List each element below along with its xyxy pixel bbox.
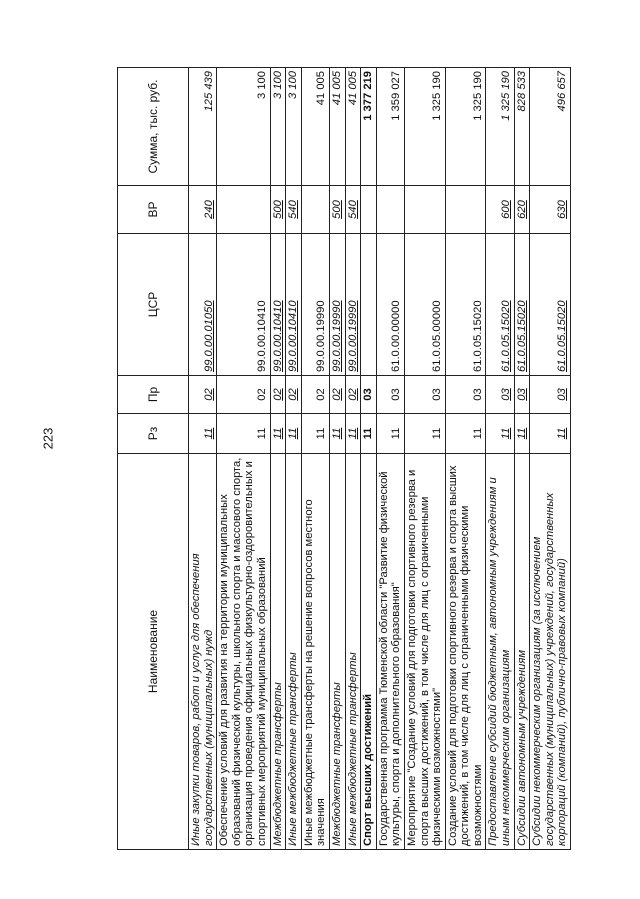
table-row [286,68,302,850]
cell-name: Мероприятие "Создание условий для подготовки спортивного резерва и спорта высших достижений, в том числе для лиц с ограниченными физическими возможностями" [404,454,445,850]
table-row [530,68,571,850]
cell-sum: 1 325 190 [404,68,445,186]
cell-vr [301,186,329,234]
cell-vr: 500 [270,186,286,234]
cell-name: Предоставление субсидий бюджетным, автономным учреждениям и иным некоммерческим организациям [486,454,514,850]
cell-rz: 11 [486,414,514,454]
table-row [189,68,217,850]
cell-vr [376,186,404,234]
cell-sum: 1 325 190 [445,68,486,186]
table-row [329,68,345,850]
cell-sum: 828 533 [514,68,530,186]
cell-pr: 02 [270,376,286,414]
table-row [486,68,514,850]
cell-vr [217,186,270,234]
table-row [376,68,404,850]
cell-pr: 03 [530,376,571,414]
cell-sum: 125 439 [189,68,217,186]
cell-name: Межбюджетные трансферты [270,454,286,850]
cell-csr: 99.0.00.10410 [217,234,270,376]
cell-sum: 41 005 [329,68,345,186]
cell-sum: 3 100 [286,68,302,186]
cell-pr: 02 [189,376,217,414]
cell-rz: 11 [404,414,445,454]
table-row [217,68,270,850]
cell-csr: 99.0.00.10410 [286,234,302,376]
cell-vr: 630 [530,186,571,234]
cell-vr: 240 [189,186,217,234]
cell-sum: 1 377 219 [361,68,377,186]
header-sum: Сумма, тыс. руб. [118,68,189,186]
cell-name: Иные межбюджетные трансферты [286,454,302,850]
cell-csr: 99.0.00.19990 [301,234,329,376]
cell-name: Иные межбюджетные трансферты [345,454,361,850]
cell-pr: 02 [345,376,361,414]
cell-rz: 11 [217,414,270,454]
header-vr: ВР [118,186,189,234]
cell-sum: 41 005 [345,68,361,186]
cell-rz: 11 [301,414,329,454]
cell-csr: 99.0.00.19990 [329,234,345,376]
cell-pr: 03 [445,376,486,414]
table-row [301,68,329,850]
cell-sum: 496 657 [530,68,571,186]
cell-pr: 02 [217,376,270,414]
table-row [445,68,486,850]
cell-pr: 03 [376,376,404,414]
cell-csr: 61.0.05.15020 [514,234,530,376]
cell-pr: 02 [301,376,329,414]
cell-name: Обеспечение условий для развития на территории муниципальных образований физической культуры, школьного спорта и массового спорта, организация проведения официальных физкультурно-оздоровительных и спортивных мероприятий муниципальных образований [217,454,270,850]
cell-pr: 02 [329,376,345,414]
page-number: 223 [40,427,56,450]
cell-vr [404,186,445,234]
cell-pr: 03 [361,376,377,414]
cell-name: Создание условий для подготовки спортивного резерва и спорта высших достижений, в том числе для лиц с ограниченными физическими возможностями [445,454,486,850]
cell-pr: 03 [486,376,514,414]
cell-sum: 1 359 027 [376,68,404,186]
table-row [270,68,286,850]
cell-name: Субсидии автономным учреждениям [514,454,530,850]
cell-csr: 61.0.05.00000 [404,234,445,376]
cell-rz: 11 [445,414,486,454]
header-rz: Рз [118,414,189,454]
cell-name: Иные межбюджетные трансферты на решение вопросов местного значения [301,454,329,850]
cell-vr: 500 [329,186,345,234]
cell-rz: 11 [514,414,530,454]
cell-rz: 11 [361,414,377,454]
cell-rz: 11 [376,414,404,454]
cell-csr: 61.0.05.15020 [486,234,514,376]
cell-vr [445,186,486,234]
table-row [345,68,361,850]
budget-table [117,67,571,850]
cell-csr: 99.0.00.19990 [345,234,361,376]
cell-name: Спорт высших достижений [361,454,377,850]
cell-csr: 99.0.00.01050 [189,234,217,376]
cell-vr: 540 [286,186,302,234]
cell-sum: 3 100 [270,68,286,186]
cell-rz: 11 [329,414,345,454]
cell-pr: 03 [404,376,445,414]
cell-name: Межбюджетные трансферты [329,454,345,850]
cell-rz: 11 [345,414,361,454]
cell-vr [361,186,377,234]
cell-vr: 620 [514,186,530,234]
cell-pr: 03 [514,376,530,414]
cell-csr: 61.0.05.15020 [445,234,486,376]
budget-table-rotated [117,68,569,850]
cell-rz: 11 [286,414,302,454]
cell-pr: 02 [286,376,302,414]
cell-csr: 61.0.00.00000 [376,234,404,376]
cell-vr: 600 [486,186,514,234]
cell-vr: 540 [345,186,361,234]
header-name: Наименование [118,454,189,850]
table-body [189,68,571,850]
cell-csr: 99.0.00.10410 [270,234,286,376]
cell-sum: 3 100 [217,68,270,186]
cell-sum: 41 005 [301,68,329,186]
cell-name: Субсидии некоммерческим организациям (за исключением государственных (муниципальных) учреждений, государственных корпораций (компаний), публично-правовых компаний) [530,454,571,850]
table-row [404,68,445,850]
table-header-row [118,68,189,850]
header-pr: Пр [118,376,189,414]
cell-csr: 61.0.05.15020 [530,234,571,376]
cell-rz: 11 [189,414,217,454]
table-row [514,68,530,850]
table-row [361,68,377,850]
cell-rz: 11 [270,414,286,454]
cell-csr [361,234,377,376]
cell-name: Государственная программа Тюменской области "Развитие физической культуры, спорта и дополнительного образования" [376,454,404,850]
cell-sum: 1 325 190 [486,68,514,186]
cell-name: Иные закупки товаров, работ и услуг для обеспечения государственных (муниципальных) нужд [189,454,217,850]
cell-rz: 11 [530,414,571,454]
header-csr: ЦСР [118,234,189,376]
